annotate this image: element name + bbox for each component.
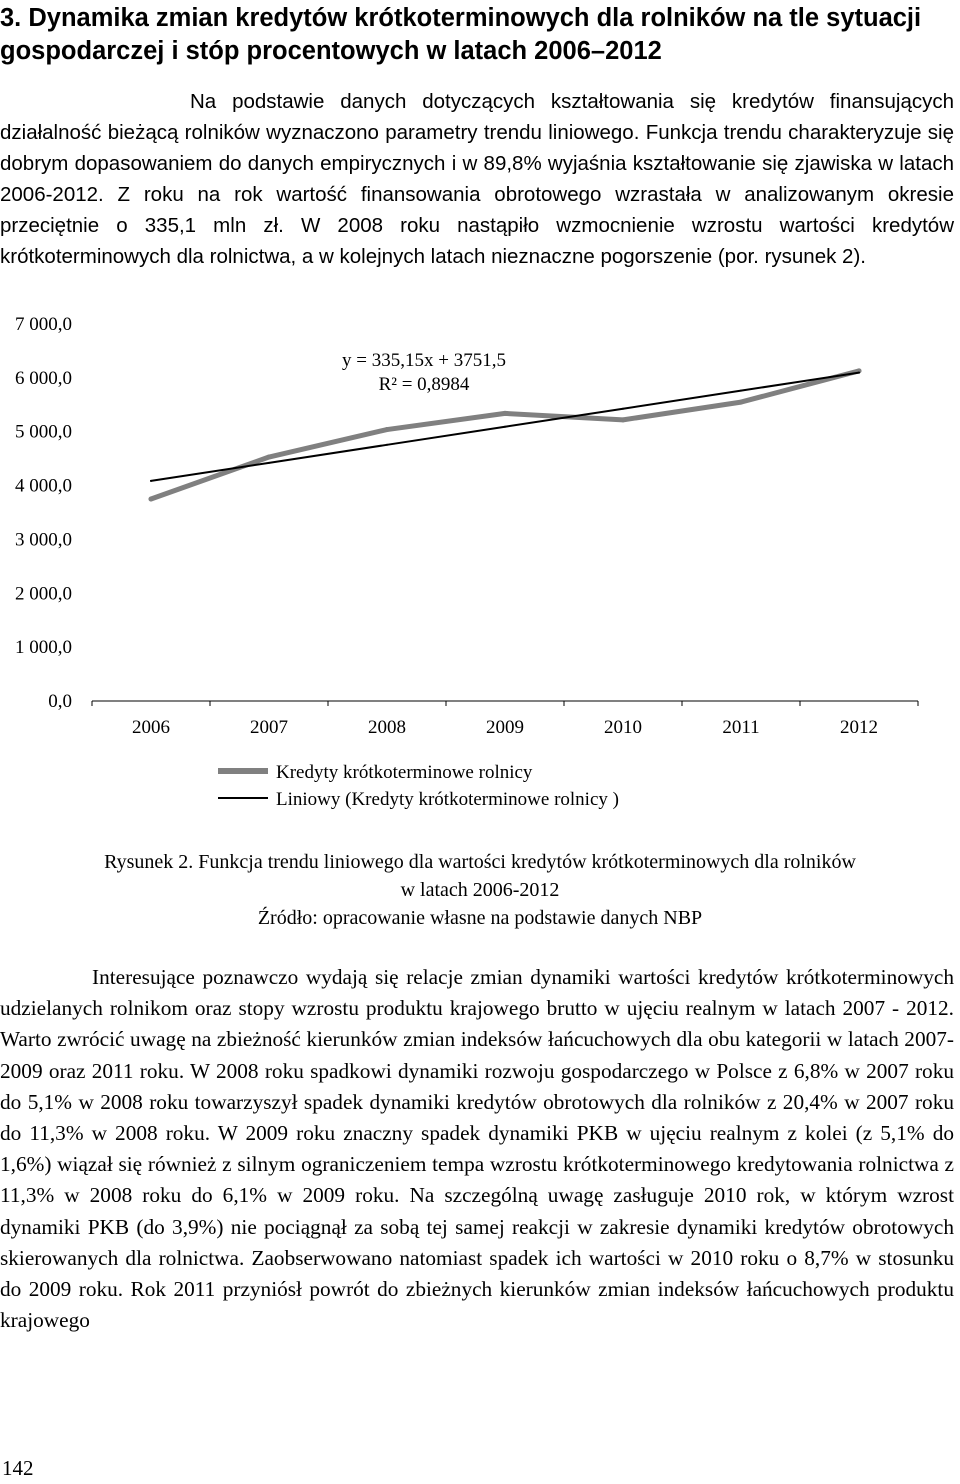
y-tick-label: 1 000,0 — [15, 637, 72, 659]
chart-legend — [218, 762, 619, 810]
caption-line-1: Rysunek 2. Funkcja trendu liniowego dla wartości kredytów krótkoterminowych dla rolników — [104, 851, 856, 873]
intro-paragraph-text: Na podstawie danych dotyczących kształtowania się kredytów finansujących działalność bieżącą rolników wyznaczono parametry trendu liniowego. Funkcja trendu charakteryzuje się dobrym dopasowaniem do danych empirycznych i w 89,8% wyjaśnia kształtowanie się zjawiska w latach 2006-2012. Z roku na rok wartość finansowania obrotowego wzrastała w analizowanym okresie przeciętnie o 335,1 mln zł. W 2008 roku nastąpiło wzmocnienie wzrostu wartości kredytów krótkoterminowych dla rolnictwa, a w kolejnych latach nieznaczne pogorszenie (por. rysunek 2). — [0, 90, 954, 268]
trend-equation-label: y = 335,15x + 3751,5 — [342, 350, 506, 371]
section-heading: 3. Dynamika zmian kredytów krótkoterminowych dla rolników na tle sytuacji gospodarczej i stóp procentowych w latach 2006–2012 — [0, 4, 922, 65]
y-tick-label: 5 000,0 — [15, 421, 72, 443]
series-line-data — [151, 371, 859, 499]
trend-point — [504, 426, 506, 428]
x-tick-label: 2011 — [722, 717, 760, 738]
y-tick-label: 2 000,0 — [15, 583, 72, 605]
x-tick-label: 2010 — [604, 717, 642, 738]
x-tick-label: 2007 — [250, 717, 288, 738]
body-paragraph-text: Interesujące poznawczo wydają się relacje zmian dynamiki wartości kredytów krótkoterminowych udzielanych rolnikom oraz stopy wzrostu produktu krajowego brutto w ujęciu realnym w latach 2007 - 2012. Warto zwrócić uwagę na zbieżność kierunków zmian indeksów łańcuchowych dla obu kategorii w latach 2007-2009 oraz 2011 roku. W 2008 roku spadkowi dynamiki rozwoju gospodarczego w Polsce z 6,8% w 2007 roku do 5,1% w 2008 roku towarzyszył spadek dynamiki kredytów obrotowych dla rolników z 20,4% w 2007 roku do 11,3% w 2008 roku. W 2009 roku znaczny spadek dynamiki PKB w ujęciu realnym z kolei (z 5,1% do 1,6%) wiązał się również z silnym ograniczeniem tempa wzrostu krótkoterminowego kredytowania rolnictwa z 11,3% w 2008 roku do 6,1% w 2009 roku. Na szczególną uwagę zasługuje 2010 rok, w którym wzrost dynamiki PKB (do 3,9%) nie pociągnął za sobą tej samej reakcji w zakresie dynamiki kredytów obrotowych skierowanych dla rolnictwa. Zaobserwowano natomiast spadek ich wartości w 2010 roku o 8,7% w stosunku do 2009 roku. Rok 2011 przyniósł powrót do zbieżnych kierunków zmian indeksów łańcuchowych produktu krajowego — [0, 965, 954, 1333]
data-point — [739, 400, 744, 405]
data-point — [267, 455, 272, 460]
trend-point — [150, 480, 152, 482]
page-number: 142 — [2, 1456, 34, 1480]
r-squared-label: R² = 0,8984 — [378, 374, 470, 395]
y-tick-label: 4 000,0 — [15, 475, 72, 497]
body-paragraph — [0, 962, 954, 1336]
legend-label: Kredyty krótkoterminowe rolnicy — [276, 762, 533, 783]
figure-caption — [0, 848, 960, 932]
y-tick-label: 3 000,0 — [15, 529, 72, 551]
y-tick-label: 6 000,0 — [15, 367, 72, 389]
data-point — [385, 427, 390, 432]
trend-point — [386, 444, 388, 446]
x-tick-label: 2009 — [486, 717, 524, 738]
trend-point — [858, 372, 860, 374]
y-tick-label: 0,0 — [48, 691, 72, 712]
trend-point — [268, 462, 270, 464]
x-tick-label: 2006 — [132, 717, 170, 738]
trend-chart — [0, 312, 960, 824]
data-point — [621, 417, 626, 422]
series-layer — [149, 368, 862, 501]
data-point — [149, 497, 154, 502]
caption-line-2: w latach 2006-2012 — [400, 879, 560, 901]
chart-canvas — [0, 312, 960, 824]
y-axis-ticks — [15, 314, 72, 712]
trend-point — [740, 390, 742, 392]
y-tick-label: 7 000,0 — [15, 314, 72, 335]
data-point — [503, 411, 508, 416]
x-axis-ticks — [92, 701, 918, 738]
legend-label: Liniowy (Kredyty krótkoterminowe rolnicy ) — [276, 789, 619, 810]
trend-point — [622, 408, 624, 410]
intro-paragraph — [0, 86, 954, 272]
caption-source: Źródło: opracowanie własne na podstawie danych NBP — [257, 907, 703, 929]
x-tick-label: 2012 — [840, 717, 878, 738]
x-tick-label: 2008 — [368, 717, 406, 738]
